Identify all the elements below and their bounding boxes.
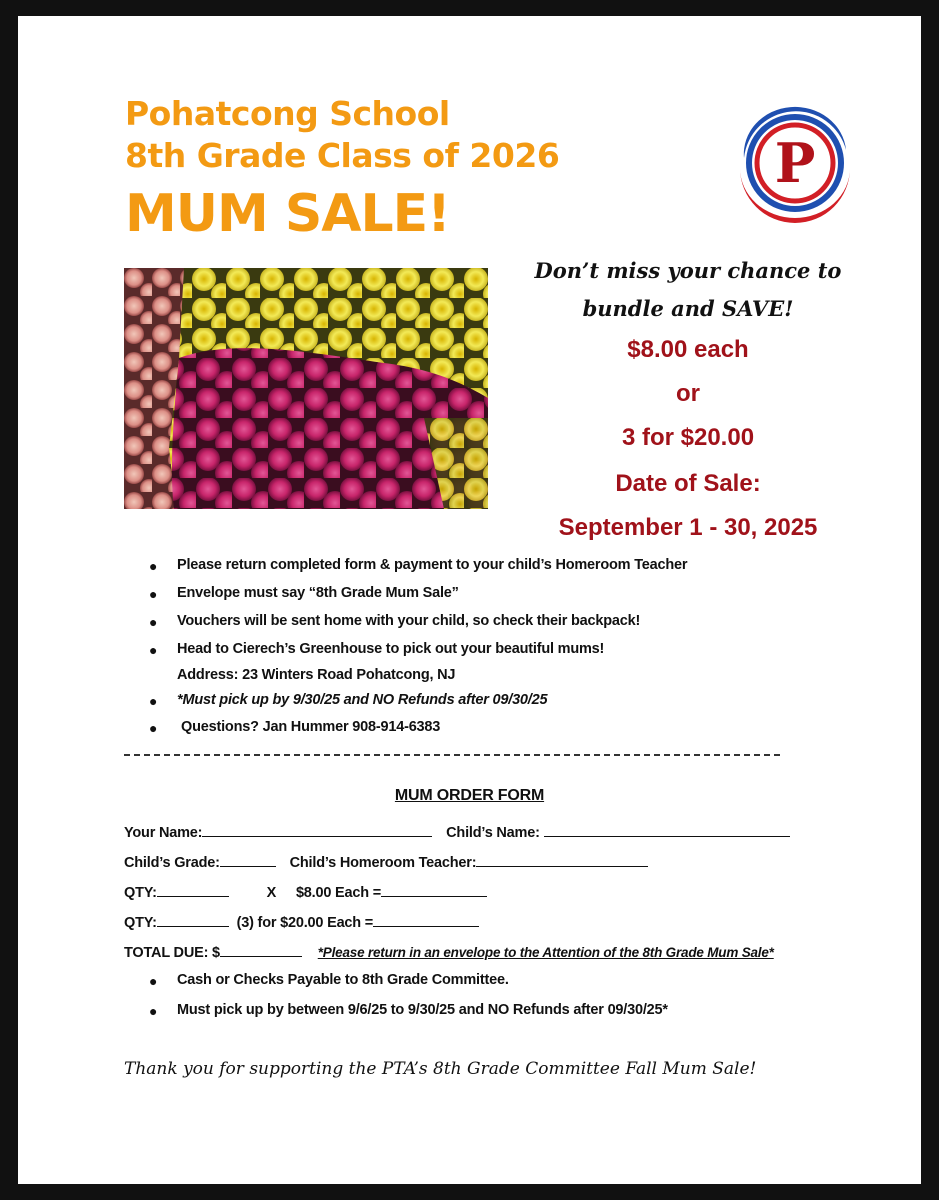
bullet-icon: ●: [149, 1003, 158, 1019]
list-item: Envelope must say “8th Grade Mum Sale”: [177, 585, 459, 601]
qty2-field[interactable]: [157, 910, 229, 927]
bundle-total-field[interactable]: [373, 910, 479, 927]
list-item: Questions? Jan Hummer 908-914-6383: [181, 719, 441, 735]
bullet-icon: ●: [149, 558, 158, 574]
each-total-field[interactable]: [381, 880, 487, 897]
list-item: Cash or Checks Payable to 8th Grade Committee.: [177, 972, 509, 988]
school-name: Pohatcong School: [125, 94, 450, 133]
list-item: Please return completed form & payment to your child’s Homeroom Teacher: [177, 557, 688, 573]
child-name-label: Child’s Name:: [446, 825, 540, 841]
name-row: [124, 820, 790, 841]
date-label: Date of Sale:: [615, 470, 761, 497]
flyer-page: [18, 16, 921, 1184]
promo-line-1: Don’t miss your chance to: [534, 258, 842, 283]
list-item: Head to Cierech’s Greenhouse to pick out your beautiful mums!: [177, 641, 605, 657]
thank-you-note: Thank you for supporting the PTA’s 8th Grade Committee Fall Mum Sale!: [124, 1059, 757, 1079]
child-grade-field[interactable]: [220, 850, 276, 867]
child-name-field[interactable]: [544, 820, 790, 837]
qty2-label: QTY:: [124, 915, 157, 931]
cut-line: [124, 754, 780, 756]
list-item: Must pick up by between 9/6/25 to 9/30/25 and NO Refunds after 09/30/25*: [177, 1002, 668, 1018]
child-grade-label: Child’s Grade:: [124, 855, 220, 871]
qty-label: QTY:: [124, 885, 157, 901]
your-name-field[interactable]: [202, 820, 432, 837]
envelope-note: *Please return in an envelope to the Attention of the 8th Grade Mum Sale*: [317, 945, 774, 960]
bullet-icon: ●: [149, 642, 158, 658]
qty-bundle-row: [124, 910, 479, 931]
bundle-label: (3) for $20.00 Each =: [236, 915, 374, 931]
your-name-label: Your Name:: [124, 825, 203, 841]
bullet-icon: ●: [149, 973, 158, 989]
list-item: Vouchers will be sent home with your child, so check their backpack!: [177, 613, 641, 629]
list-item: *Must pick up by 9/30/25 and NO Refunds after 09/30/25: [177, 692, 548, 708]
price-or: or: [676, 380, 700, 407]
qty-row: [124, 880, 487, 901]
times-symbol: X: [266, 885, 277, 901]
form-title: MUM ORDER FORM: [394, 787, 545, 804]
total-field[interactable]: [220, 940, 302, 957]
sale-title: MUM SALE!: [125, 184, 450, 244]
homeroom-field[interactable]: [476, 850, 648, 867]
each-label: $8.00 Each =: [295, 885, 382, 901]
bundle-price: 3 for $20.00: [621, 424, 755, 451]
bullet-icon: ●: [149, 614, 158, 630]
promo-line-2: bundle and SAVE!: [582, 296, 794, 321]
total-label: TOTAL DUE: $: [124, 945, 220, 961]
bullet-icon: ●: [149, 586, 158, 602]
address-line: Address: 23 Winters Road Pohatcong, NJ: [177, 667, 456, 683]
school-logo: [730, 98, 860, 228]
logo-letter: P: [774, 131, 816, 195]
price-each: $8.00 each: [627, 336, 749, 363]
bullet-icon: ●: [149, 720, 158, 736]
date-range: September 1 - 30, 2025: [558, 514, 818, 541]
qty-field[interactable]: [157, 880, 229, 897]
class-name: 8th Grade Class of 2026: [125, 136, 560, 175]
bullet-icon: ●: [149, 693, 158, 709]
total-row: [124, 940, 774, 961]
grade-row: [124, 850, 648, 871]
homeroom-label: Child’s Homeroom Teacher:: [289, 855, 477, 871]
mum-flowers-photo: [124, 268, 488, 509]
